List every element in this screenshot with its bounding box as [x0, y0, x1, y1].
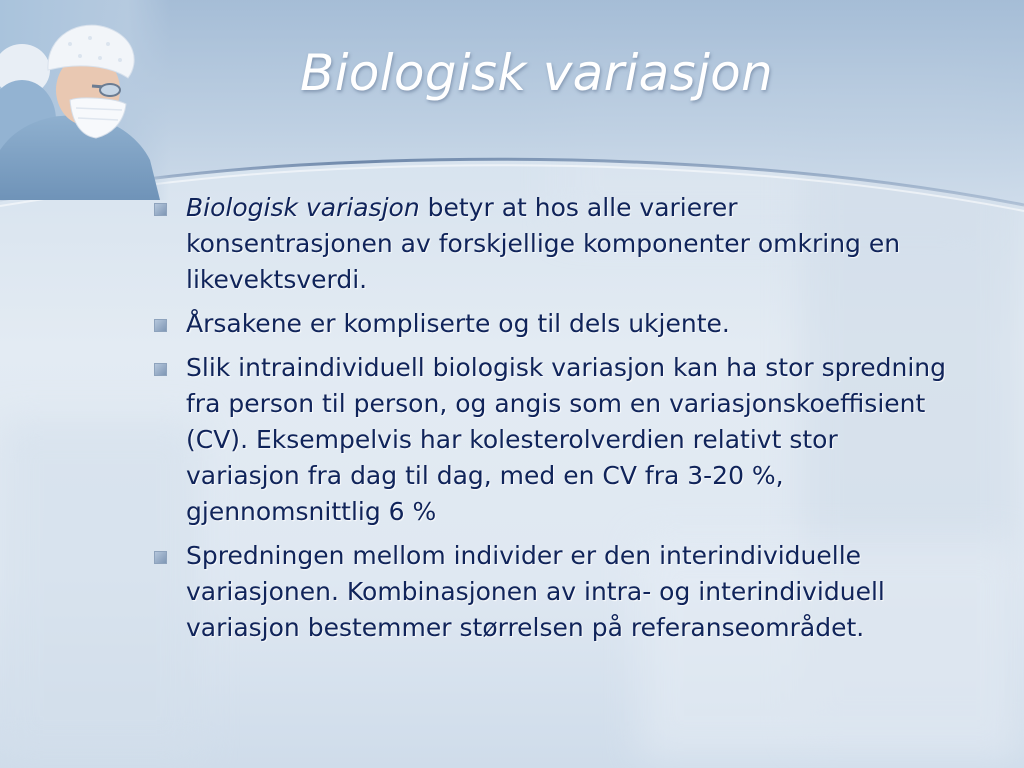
bullet-item [150, 350, 950, 530]
bullet-text: Slik intraindividuell biologisk variasjon kan ha stor spredning fra person til person, og angis som en variasjonskoeffisient (CV). Eksempelvis har kolesterolverdien relativt stor variasjon fra dag til dag, med en CV fra 3-20 %, gjennomsnittlig 6 % [186, 353, 946, 526]
bullet-emphasis: Biologisk variasjon [186, 193, 420, 222]
bullet-text: betyr at hos alle varierer konsentrasjonen av forskjellige komponenter omkring en likevektsverdi. [186, 193, 901, 294]
bullet-square-icon [154, 551, 167, 564]
bullet-square-icon [154, 363, 167, 376]
bullet-item [150, 306, 950, 342]
bullet-item [150, 538, 950, 646]
bullet-square-icon [154, 319, 167, 332]
bullet-text: Spredningen mellom individer er den interindividuelle variasjonen. Kombinasjonen av intra- og interindividuell variasjon bestemmer størrelsen på referanseområdet. [186, 541, 885, 642]
slide-title: Biologisk variasjon [300, 44, 774, 102]
bullet-item [150, 190, 950, 298]
surgeon-photo [0, 0, 170, 200]
bullet-square-icon [154, 203, 167, 216]
bullet-list [150, 190, 950, 654]
bullet-text: Årsakene er kompliserte og til dels ukjente. [186, 309, 730, 338]
